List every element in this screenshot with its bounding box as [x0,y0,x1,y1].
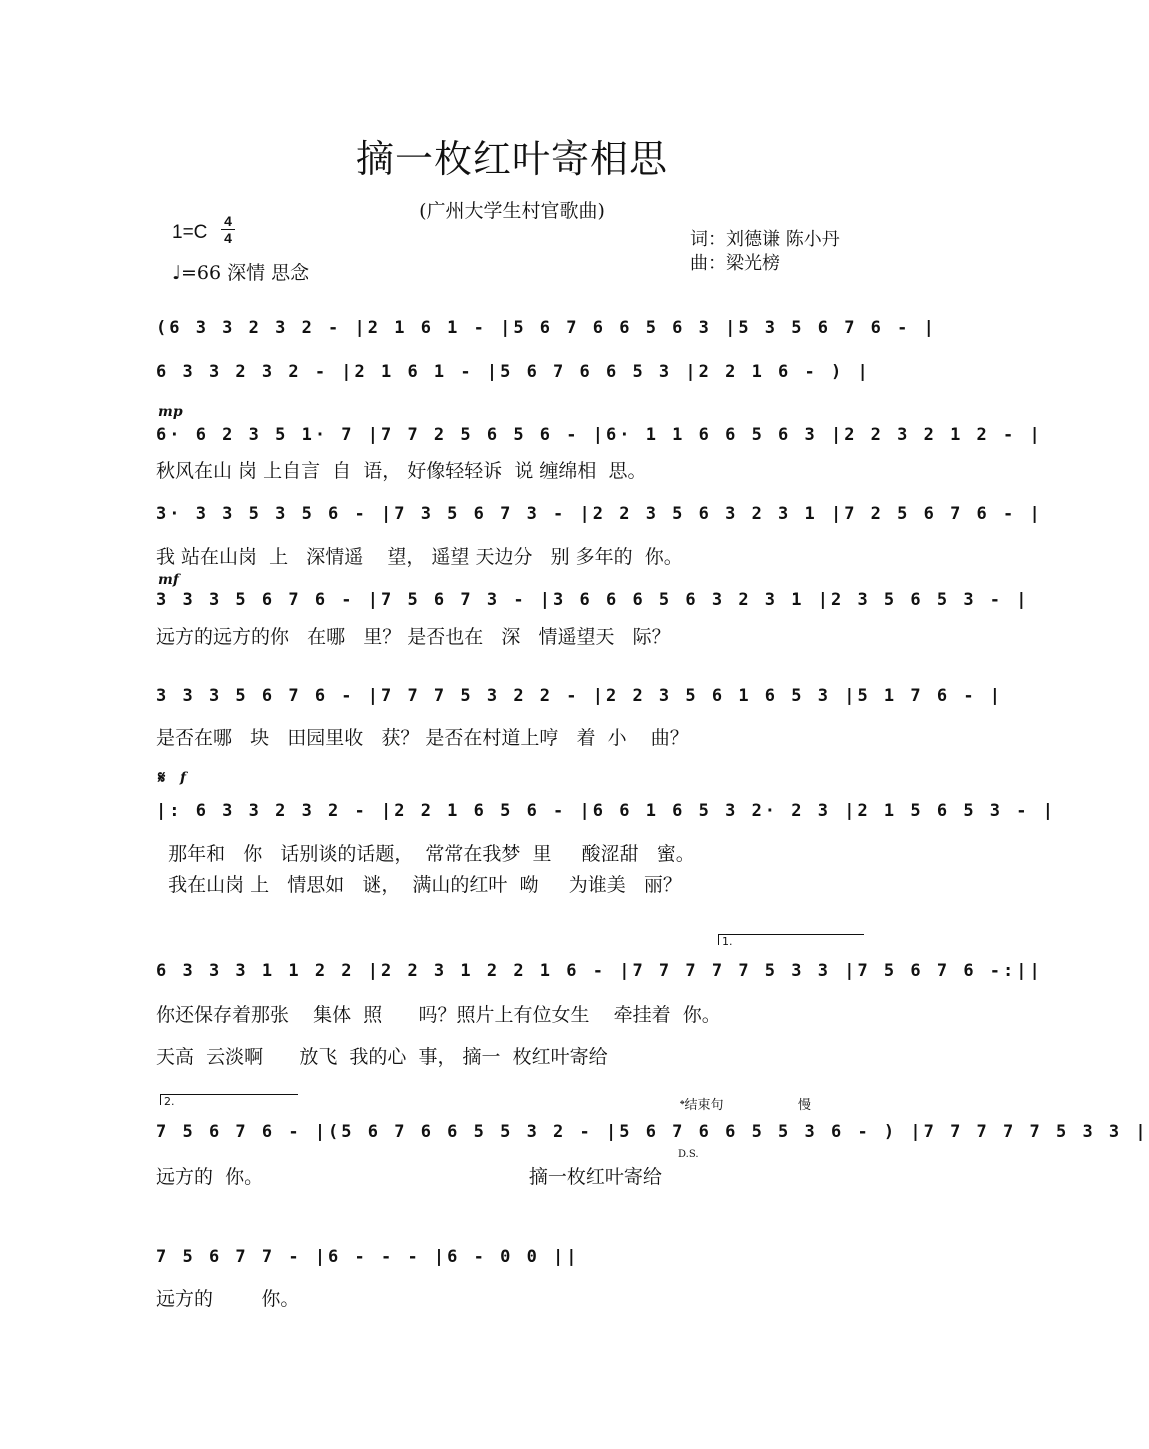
lyric-line-7b: 我在山岗 上 情思如 谜， 满山的红叶 呦 为谁美 丽？ [156,874,682,896]
time-signature-top: 4 [224,213,232,229]
lyric-line-9: 远方的 你。 摘一枚红叶寄给 [156,1166,662,1188]
notation-line-5: 3 3 3 5 6 7 6 - |7 5 6 7 3 - |3 6 6 6 5 6 3 2 3 1 |2 3 5 6 5 3 - | [156,590,1030,610]
dynamic-mp: mp [158,404,183,420]
notation-line-9: 7 5 6 7 6 - |(5 6 7 6 6 5 5 3 2 - |5 6 7 6 6 5 5 3 6 - ) |7 7 7 7 7 5 3 3 | [156,1122,1149,1142]
coda-marker: 𝄌结束句 [680,1098,724,1113]
key-signature: 1=C [172,222,208,243]
ds-marker: D.S. [678,1149,699,1160]
slow-marker: 慢 [798,1098,812,1113]
dynamic-mf: mf [158,572,179,588]
composer-credit: 曲：梁光榜 [690,253,780,274]
time-signature [221,214,235,245]
notation-line-8: 6 3 3 3 1 1 2 2 |2 2 3 1 2 2 1 6 - |7 7 7 7 7 5 3 3 |7 5 6 7 6 -:|| [156,961,1043,981]
dynamic-f: f [180,770,187,786]
lyric-line-8b: 天高 云淡啊 放飞 我的心 事， 摘一 枚红叶寄给 [156,1046,608,1068]
lyric-line-5: 远方的远方的你 在哪 里？ 是否也在 深 情遥望天 际？ [156,626,671,648]
credits [690,228,840,276]
volta-1-bracket: 1. [718,934,864,945]
time-signature-bottom: 4 [224,230,232,246]
notation-line-7: |: 6 3 3 2 3 2 - |2 2 1 6 5 6 - |6 6 1 6 5 3 2· 2 3 |2 1 5 6 5 3 - | [156,801,1056,821]
tempo-marking: ♩=66 深情 思念 [172,262,310,284]
lyric-line-6: 是否在哪 块 田园里收 获？ 是否在村道上哼 着 小 曲？ [156,727,689,749]
lyric-line-7a: 那年和 你 话别谈的话题， 常常在我梦 里 酸涩甜 蜜。 [156,843,695,865]
notation-line-1: (6 3 3 2 3 2 - |2 1 6 1 - |5 6 7 6 6 5 6 3 |5 3 5 6 7 6 - | [156,318,937,338]
notation-line-6: 3 3 3 5 6 7 6 - |7 7 7 5 3 2 2 - |2 2 3 5 6 1 6 5 3 |5 1 7 6 - | [156,686,1004,706]
lyricist-credit: 词：刘德谦 陈小丹 [690,229,840,250]
lyric-line-10: 远方的 你。 [156,1288,300,1310]
lyric-line-8a: 你还保存着那张 集体 照 吗？照片上有位女生 牵挂着 你。 [156,1004,721,1026]
segno-icon: 𝄋 [158,768,166,788]
notation-line-4: 3· 3 3 5 3 5 6 - |7 3 5 6 7 3 - |2 2 3 5 6 3 2 3 1 |7 2 5 6 7 6 - | [156,504,1043,524]
notation-line-2: 6 3 3 2 3 2 - |2 1 6 1 - |5 6 7 6 6 5 3 |2 2 1 6 - ) | [156,362,871,382]
lyric-line-3: 秋风在山 岗 上自言 自 语， 好像轻轻诉 说 缠绵相 思。 [156,460,647,482]
song-title: 摘一枚红叶寄相思 [355,137,668,181]
notation-line-3: 6· 6 2 3 5 1· 7 |7 7 2 5 6 5 6 - |6· 1 1 6 6 5 6 3 |2 2 3 2 1 2 - | [156,425,1043,445]
volta-2-bracket: 2. [160,1094,298,1105]
song-subtitle: (广州大学生村官歌曲) [419,200,605,222]
lyric-line-4: 我 站在山岗 上 深情遥 望， 遥望 天边分 别 多年的 你。 [156,546,683,568]
notation-line-10: 7 5 6 7 7 - |6 - - - |6 - 0 0 || [156,1247,580,1267]
